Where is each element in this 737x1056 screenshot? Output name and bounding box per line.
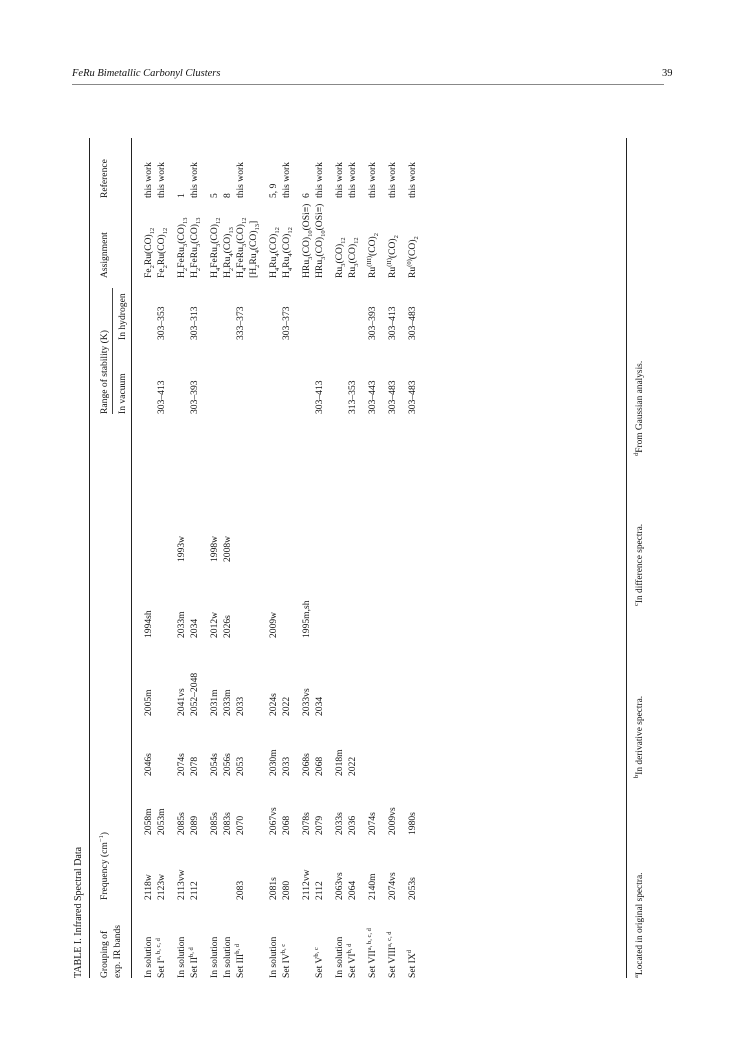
frequency-value: 2022 xyxy=(347,756,358,776)
row-group: Set IV$^{b, c}$ xyxy=(279,943,292,978)
stability-hydrogen: 303–353 xyxy=(156,306,167,340)
header-frequency-exponent: −1 xyxy=(97,835,105,843)
footnote xyxy=(634,361,647,456)
frequency-value: 2005m xyxy=(143,689,154,716)
header-reference: Reference xyxy=(99,159,110,198)
frequency-value: 2052–2048 xyxy=(189,672,200,716)
row-group-footnote-mark: b, d xyxy=(233,944,241,954)
frequency-value: 2041vs xyxy=(176,688,187,716)
reference: this work xyxy=(367,162,378,198)
frequency-value: 2063vs xyxy=(334,872,345,900)
header-bottom-rule xyxy=(131,138,132,978)
row-group: In solution xyxy=(209,936,220,978)
footnote xyxy=(634,524,647,606)
row-group: Set V$^{b, c}$ xyxy=(312,947,325,978)
row-group-footnote-mark: b, d xyxy=(187,947,195,957)
header-frequency-close: ) xyxy=(99,832,110,836)
running-head: FeRu Bimetallic Carbonyl Clusters xyxy=(72,68,221,79)
row-group: In solution xyxy=(143,936,154,978)
frequency-value: 1980s xyxy=(407,812,418,835)
header-grouping: Grouping of xyxy=(99,930,110,978)
frequency-value: 1994sh xyxy=(143,610,154,638)
stability-hydrogen: 303–483 xyxy=(407,306,418,340)
header-in-vacuum: In vacuum xyxy=(117,373,128,414)
page-number: 39 xyxy=(662,68,673,79)
reference: this work xyxy=(189,162,200,198)
row-group-footnote-mark: b, d xyxy=(345,943,353,954)
footnote-mark: b xyxy=(632,774,640,778)
frequency-value: 2067vs xyxy=(268,807,279,835)
frequency-value: 2089 xyxy=(189,815,200,835)
assignment: $H_4FeRu_3(CO)_{12}$ xyxy=(235,217,248,278)
frequency-value: 2068 xyxy=(314,756,325,776)
frequency-value: 2058m xyxy=(143,808,154,835)
frequency-value: 2070 xyxy=(235,815,246,835)
reference: this work xyxy=(334,162,345,198)
stability-vacuum: 303–483 xyxy=(407,380,418,414)
assignment: $H_2Ru_4(CO)_{13}$ xyxy=(222,227,235,278)
frequency-value: 2033m xyxy=(222,689,233,716)
row-group: In solution xyxy=(268,936,279,978)
frequency-value: 2140m xyxy=(367,873,378,900)
footnote xyxy=(634,696,647,778)
frequency-value: 2081s xyxy=(268,877,279,900)
footnote xyxy=(634,873,647,978)
stability-vacuum: 303–483 xyxy=(387,380,398,414)
frequency-value: 2009vs xyxy=(387,807,398,835)
frequency-value: 2085s xyxy=(209,812,220,835)
assignment: $Fe_2Ru(CO)_{12}$ xyxy=(156,227,169,278)
reference: this work xyxy=(281,162,292,198)
frequency-value: 2034 xyxy=(189,618,200,638)
assignment: $Ru^{(II)}(CO)_2$ xyxy=(385,235,400,278)
frequency-value: 2083s xyxy=(222,812,233,835)
row-group-footnote-mark: b, c xyxy=(312,947,320,957)
frequency-value: 2112 xyxy=(189,881,200,900)
reference: this work xyxy=(387,162,398,198)
frequency-value: 2033vs xyxy=(301,688,312,716)
frequency-value: 2074vs xyxy=(387,872,398,900)
frequency-value: 2033 xyxy=(235,696,246,716)
reference: 5, 9 xyxy=(268,183,279,198)
header-stability: Range of stability (K) xyxy=(99,330,110,414)
frequency-value: 2033s xyxy=(334,812,345,835)
assignment: $Ru^{(III)}(CO)_2$ xyxy=(365,233,380,278)
frequency-value: 2074s xyxy=(176,753,187,776)
header-assignment: Assignment xyxy=(99,232,110,278)
frequency-value: 2112vw xyxy=(301,869,312,900)
frequency-value: 2031m xyxy=(209,689,220,716)
frequency-value: 2056s xyxy=(222,753,233,776)
frequency-value: 2113vw xyxy=(176,869,187,900)
assignment: $H_2FeRu_3(CO)_{13}$ xyxy=(176,217,189,278)
frequency-value: 2078 xyxy=(189,756,200,776)
frequency-value: 2068s xyxy=(301,753,312,776)
stability-hydrogen: 303–413 xyxy=(387,306,398,340)
row-group: Set VIII$^{a, c, d}$ xyxy=(385,931,398,978)
frequency-value: 2068 xyxy=(281,815,292,835)
stability-hydrogen: 303–393 xyxy=(367,306,378,340)
frequency-value: 2080 xyxy=(281,880,292,900)
reference: 1 xyxy=(176,193,187,198)
stability-hydrogen: 303–313 xyxy=(189,306,200,340)
assignment: $HRu_3(CO)_{10}(OSi\equiv)$ xyxy=(301,203,314,278)
reference: this work xyxy=(407,162,418,198)
row-group-footnote-mark: a, b, c, d xyxy=(154,938,162,961)
frequency-value: 2009w xyxy=(268,611,279,638)
row-group-footnote-mark: d xyxy=(405,949,413,954)
frequency-value: 2034 xyxy=(314,696,325,716)
frequency-value: 2012w xyxy=(209,611,220,638)
row-group: Set I$^{a, b, c, d}$ xyxy=(154,938,167,978)
assignment: $Ru_3(CO)_{12}$ xyxy=(347,237,360,278)
frequency-value: 2064 xyxy=(347,880,358,900)
header-grouping-line2: exp. IR bands xyxy=(112,924,123,978)
table-caption: TABLE I. Infrared Spectral Data xyxy=(73,846,84,978)
frequency-value: 1995m,sh xyxy=(301,600,312,638)
frequency-value: 2022 xyxy=(281,696,292,716)
assignment: $[H_2Ru_4(CO)_{13}]$ xyxy=(248,220,261,278)
row-group: Set VI$^{b, d}$ xyxy=(345,943,358,978)
reference: 6 xyxy=(301,193,312,198)
row-group: In solution xyxy=(334,936,345,978)
frequency-value: 2123w xyxy=(156,873,167,900)
frequency-value: 2078s xyxy=(301,812,312,835)
reference: this work xyxy=(235,162,246,198)
frequency-value: 2118w xyxy=(143,874,154,900)
frequency-value: 2053s xyxy=(407,877,418,900)
frequency-value: 2033m xyxy=(176,611,187,638)
frequency-value: 2074s xyxy=(367,812,378,835)
frequency-value: 2079 xyxy=(314,815,325,835)
footnote-text: In difference spectra. xyxy=(635,523,645,604)
header-frequency-text: Frequency (cm xyxy=(99,842,110,900)
reference: this work xyxy=(347,162,358,198)
reference: this work xyxy=(314,162,325,198)
footnote-mark: c xyxy=(632,603,640,606)
rotated-table xyxy=(72,138,662,978)
frequency-value: 1993w xyxy=(176,535,187,562)
assignment: $HRu_3(CO)_{10}(OSi\equiv)$ xyxy=(314,203,327,278)
frequency-value: 2053 xyxy=(235,756,246,776)
reference: 8 xyxy=(222,193,233,198)
reference: this work xyxy=(143,162,154,198)
stability-vacuum: 313–353 xyxy=(347,380,358,414)
frequency-value: 2030m xyxy=(268,749,279,776)
row-group-footnote-mark: a, c, d xyxy=(385,931,393,947)
stability-hydrogen: 303–373 xyxy=(281,306,292,340)
row-group: Set $IX^d$ xyxy=(405,949,418,978)
assignment: $H_4Ru_4(CO)_{12}$ xyxy=(268,227,281,278)
footnote-mark: a xyxy=(632,975,640,978)
assignment: $Fe_2Ru(CO)_{12}$ xyxy=(143,227,156,278)
row-group: Set VII$^{a, b, c, d}$ xyxy=(365,928,378,978)
frequency-value: 2008w xyxy=(222,535,233,562)
frequency-value: 2046s xyxy=(143,753,154,776)
footnote-text: Located in original spectra. xyxy=(635,872,645,976)
frequency-value: 1998w xyxy=(209,535,220,562)
assignment: $H_2FeRu_3(CO)_{13}$ xyxy=(189,217,202,278)
assignment: $H_4FeRu_3(CO)_{12}$ xyxy=(209,217,222,278)
frequency-value: 2036 xyxy=(347,815,358,835)
row-group-footnote-mark: b, c xyxy=(279,943,287,954)
assignment: $Ru_3(CO)_{12}$ xyxy=(334,237,347,278)
stability-hydrogen: 333–373 xyxy=(235,306,246,340)
stability-vacuum: 303–413 xyxy=(314,380,325,414)
row-group: Set III$^{b, d}$ xyxy=(233,944,246,978)
frequency-value: 2112 xyxy=(314,881,325,900)
frequency-value: 2083 xyxy=(235,880,246,900)
footnote-text: From Gaussian analysis. xyxy=(635,360,645,453)
footnote-text: In derivative spectra. xyxy=(635,695,645,775)
footnote-mark: d xyxy=(632,452,640,456)
row-group: In solution xyxy=(222,936,233,978)
row-group: Set II$^{b, d}$ xyxy=(187,947,200,978)
header-frequency xyxy=(98,832,111,900)
row-group-footnote-mark: a, b, c, d xyxy=(365,928,373,951)
header-rule xyxy=(72,84,664,85)
frequency-value: 2085s xyxy=(176,812,187,835)
stability-vacuum: 303–393 xyxy=(189,380,200,414)
frequency-value: 2024s xyxy=(268,693,279,716)
assignment: $H_4Ru_4(CO)_{12}$ xyxy=(281,227,294,278)
table-top-rule xyxy=(89,138,90,978)
reference: 5 xyxy=(209,193,220,198)
row-group: In solution xyxy=(176,936,187,978)
frequency-value: 2033 xyxy=(281,756,292,776)
stability-subrule xyxy=(112,288,113,414)
header-in-hydrogen: In hydrogen xyxy=(117,293,128,340)
frequency-value: 2053m xyxy=(156,808,167,835)
stability-vacuum: 303–443 xyxy=(367,380,378,414)
reference: this work xyxy=(156,162,167,198)
stability-vacuum: 303–413 xyxy=(156,380,167,414)
frequency-value: 2054s xyxy=(209,753,220,776)
frequency-value: 2026s xyxy=(222,615,233,638)
table-bottom-rule xyxy=(626,138,627,978)
assignment: $Ru^{(0)}(CO)_2$ xyxy=(405,236,420,278)
frequency-value: 2018m xyxy=(334,749,345,776)
